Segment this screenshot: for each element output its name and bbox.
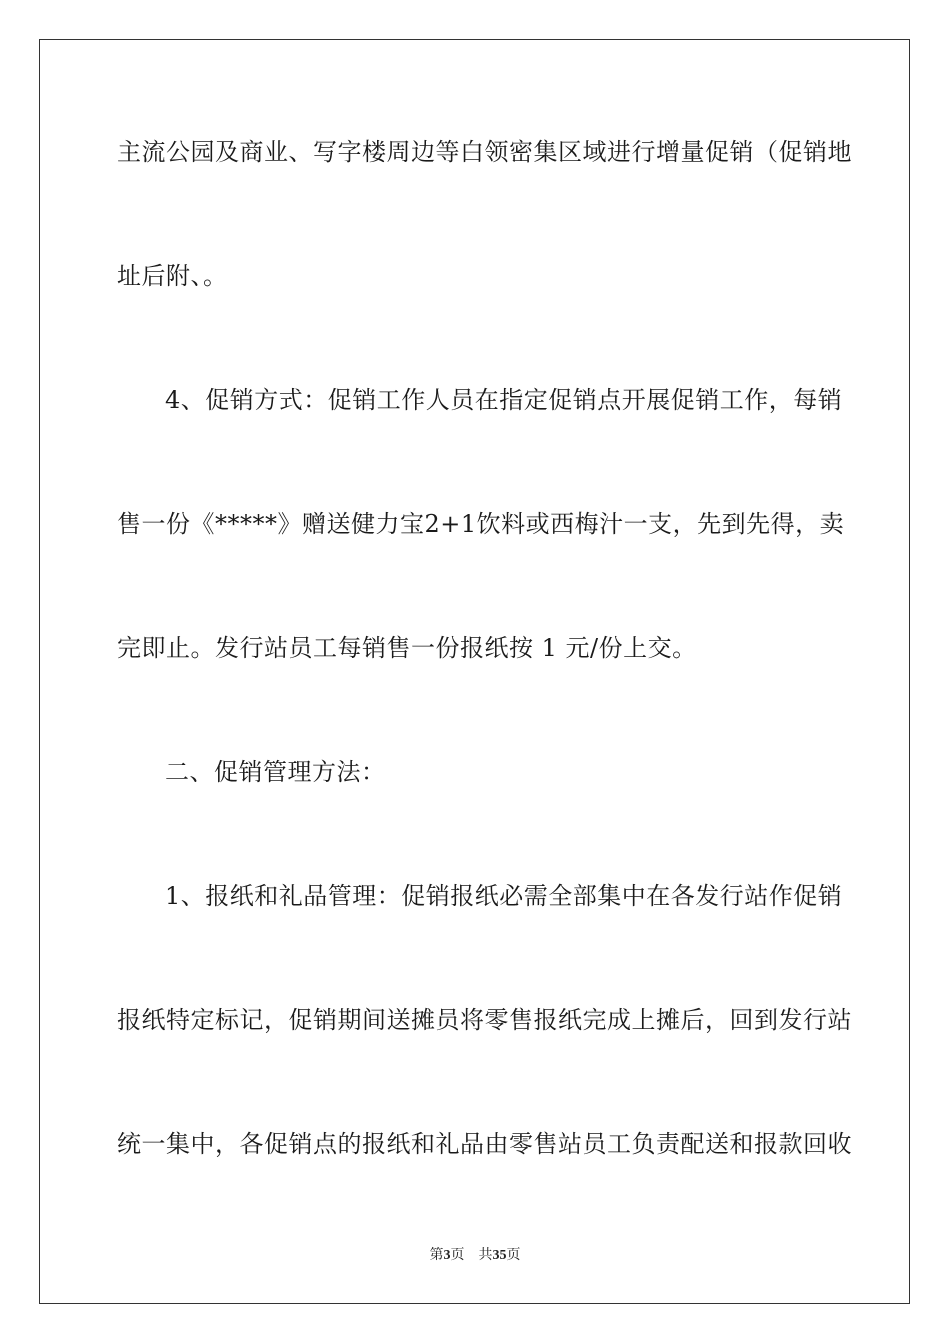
footer-page-number: 3 — [443, 1248, 451, 1263]
body-line-4: 售 一 份 《 ***** 》 赠 送 健 力 宝 2+1 饮 料 或 西 梅 汁 一 支 ， 先 到 先 得 ， 卖 — [117, 510, 845, 538]
footer-page-suffix: 页 — [450, 1248, 465, 1263]
body-line-9: 统 一 集 中 ， 各 促 销 点 的 报 纸 和 礼 品 由 零 售 站 员 工 负 责 配 送 和 报 款 回 收 — [117, 1130, 852, 1158]
section-heading: 二、促销管理方法： — [165, 758, 386, 786]
footer-total-suffix: 页 — [506, 1248, 521, 1263]
footer-page-prefix: 第 — [429, 1248, 444, 1263]
body-line-2: 址后附、。 — [117, 262, 228, 290]
footer-total-pages: 35 — [492, 1248, 507, 1263]
footer-total-prefix: 共 — [478, 1248, 493, 1263]
body-line-8: 报 纸 特 定 标 记 ， 促 销 期 间 送 摊 员 将 零 售 报 纸 完 成 上 摊 后 ， 回 到 发 行 站 — [117, 1006, 852, 1034]
body-line-7: 1 、 报 纸 和 礼 品 管 理 ： 促 销 报 纸 必 需 全 部 集 中 在 各 发 行 站 作 促 销 — [165, 882, 843, 910]
body-line-3: 4 、 促 销 方 式 ： 促 销 工 作 人 员 在 指 定 促 销 点 开 展 促 销 工 作 ， 每 销 — [165, 386, 843, 414]
page-footer — [0, 1247, 950, 1265]
body-line-1: 主 流 公 园 及 商 业 、 写 字 楼 周 边 等 白 领 密 集 区 域 进 行 增 量 促 销 （ 促 销 地 — [117, 138, 852, 166]
body-line-5: 完即止。发行站员工每销售一份报纸按 1 元/份上交。 — [117, 634, 697, 662]
page-frame — [39, 39, 910, 1304]
